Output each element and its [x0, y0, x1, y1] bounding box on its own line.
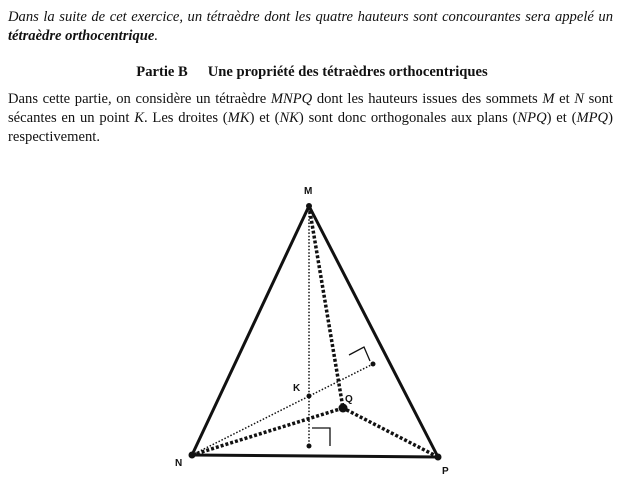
math-K: K: [134, 110, 144, 126]
math-MPQ: MPQ: [576, 110, 609, 126]
foot-height-M: [307, 444, 312, 449]
right-angle-mark-N: [349, 347, 370, 361]
math-N: N: [574, 91, 585, 107]
body-text-8: ) et (: [546, 110, 577, 126]
math-MK: MK: [227, 110, 250, 126]
intro-end: .: [154, 28, 158, 44]
body-text-1: Dans cette partie, on considère un tétraèdre: [8, 91, 271, 107]
label-P: P: [442, 466, 449, 477]
label-K: K: [293, 383, 301, 394]
point-P: [435, 454, 442, 461]
body-text-5: . Les droites (: [143, 110, 228, 126]
body-text-7: ) sont donc orthogonales aux plans (: [298, 110, 518, 126]
edge-MN: [192, 206, 309, 455]
label-Q: Q: [345, 394, 353, 405]
point-K: [307, 394, 312, 399]
label-M: M: [304, 186, 313, 197]
body-text-3: et: [554, 91, 575, 107]
body-text-4: sont sécantes en un point: [8, 91, 613, 126]
math-M: M: [542, 91, 555, 107]
math-NK: NK: [279, 110, 299, 126]
edge-NQ: [192, 408, 343, 455]
math-NPQ: NPQ: [517, 110, 547, 126]
section-label: Partie B: [136, 64, 188, 80]
point-M: [306, 203, 312, 209]
section-title: Une propriété des tétraèdres orthocentriques: [207, 64, 488, 80]
label-N: N: [175, 458, 183, 469]
foot-height-N: [371, 362, 376, 367]
intro-term: tétraèdre orthocentrique: [8, 28, 155, 44]
math-MNPQ: MNPQ: [270, 91, 313, 107]
body-text-9: ) respectivement.: [8, 110, 613, 145]
body-text-2: dont les hauteurs issues des sommets: [312, 91, 543, 107]
body-text-6: ) et (: [249, 110, 280, 126]
right-angle-mark-M: [312, 428, 330, 446]
point-N: [189, 452, 196, 459]
edge-NP: [192, 455, 438, 457]
intro-text: Dans la suite de cet exercice, un tétraèdre dont les quatre hauteurs sont concourantes sera appelé un: [8, 9, 613, 25]
